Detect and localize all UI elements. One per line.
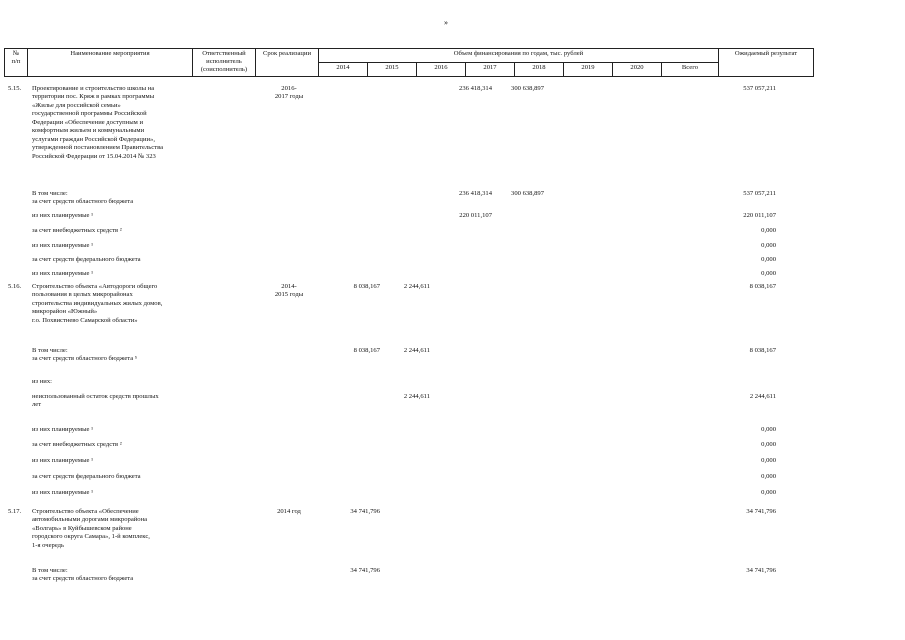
cell-total: 0,000 — [761, 473, 776, 480]
cell-name: за счет средств федерального бюджета — [32, 473, 141, 480]
cell-name: за счет средств федерального бюджета — [32, 256, 141, 263]
cell-y2015: 2 244,611 — [403, 393, 430, 400]
cell-y2017: 300 638,897 — [511, 190, 544, 197]
cell-name: из них: — [32, 378, 52, 385]
cell-name: неиспользованный остаток средств прошлых лет — [32, 393, 159, 409]
cell-name: Проектирование и строительство школы на территории пос. Кряж в рамках программы «Жилье для российской семьи» государственной программы Российской Федерации «Обеспечение доступным и комфортным жильем и коммунальными услугами граждан Российской Федерации», утвержденной постановлением Правительства Российской Федерации от 15.04.2014 № 323 — [32, 85, 164, 160]
cell-name: из них планируемые ¹ — [32, 489, 94, 496]
table-header — [4, 48, 814, 77]
header-year-2020: 2020 — [613, 62, 662, 76]
cell-y2014: 34 741,796 — [350, 567, 380, 574]
header-responsible: Ответственный исполнитель (соисполнитель) — [193, 49, 256, 77]
cell-name: Строительство объекта «Обеспечение автомобильными дорогами микрорайона «Волгарь» в Куйбышевском районе городского округа Самара», 1-й комплекс, 1-я очередь — [32, 508, 150, 549]
cell-total: 34 741,796 — [746, 508, 776, 515]
cell-total: 8 038,167 — [749, 347, 776, 354]
cell-total: 2 244,611 — [749, 393, 776, 400]
page-mark: » — [444, 18, 448, 27]
header-year-2015: 2015 — [368, 62, 417, 76]
cell-num: 5.17. — [8, 508, 22, 515]
cell-y2014: 8 038,167 — [353, 283, 380, 290]
header-period: Срок реализации — [256, 49, 319, 77]
cell-period: 2016- 2017 годы — [274, 85, 304, 101]
cell-total: 8 038,167 — [749, 283, 776, 290]
cell-name: В том числе: за счет средств областного бюджета — [32, 567, 134, 583]
cell-total: 34 741,796 — [746, 567, 776, 574]
cell-y2015: 2 244,611 — [403, 283, 430, 290]
header-result: Ожидаемый результат — [719, 49, 814, 77]
cell-y2014: 34 741,796 — [350, 508, 380, 515]
header-year-2017: 2017 — [466, 62, 515, 76]
cell-name: из них планируемые ¹ — [32, 270, 94, 277]
cell-name: В том числе: за счет средств областного бюджета ⁵ — [32, 347, 138, 363]
cell-name: Строительство объекта «Автодороги общего пользования в целых микрорайонах строительства индивидуальных жилых домов, микрорайон «Южный» г.о. Похвистнево Самарской области» — [32, 283, 163, 324]
cell-y2016: 220 011,107 — [459, 212, 492, 219]
cell-total: 537 057,211 — [743, 85, 776, 92]
cell-y2015: 2 244,611 — [403, 347, 430, 354]
cell-name: из них планируемые ¹ — [32, 242, 94, 249]
cell-period: 2014 год — [277, 508, 301, 515]
cell-y2016: 236 418,314 — [459, 190, 492, 197]
cell-total: 0,000 — [761, 457, 776, 464]
cell-y2017: 300 638,897 — [511, 85, 544, 92]
cell-total: 0,000 — [761, 270, 776, 277]
cell-num: 5.16. — [8, 283, 22, 290]
cell-total: 0,000 — [761, 441, 776, 448]
header-year-2016: 2016 — [417, 62, 466, 76]
cell-name: за счет внебюджетных средств ² — [32, 441, 122, 448]
header-num: № п/п — [5, 49, 28, 77]
cell-name: из них планируемые ¹ — [32, 457, 94, 464]
cell-total: 0,000 — [761, 489, 776, 496]
cell-name: из них планируемые ¹ — [32, 212, 94, 219]
header-year-2014: 2014 — [319, 62, 368, 76]
header-funding: Объем финансирования по годам, тыс. рублей — [319, 49, 719, 63]
cell-name: за счет внебюджетных средств ² — [32, 227, 122, 234]
cell-y2014: 8 038,167 — [353, 347, 380, 354]
cell-total: 220 011,107 — [743, 212, 776, 219]
cell-period: 2014- 2015 годы — [274, 283, 304, 299]
header-year-2018: 2018 — [515, 62, 564, 76]
cell-total: 0,000 — [761, 242, 776, 249]
cell-y2016: 236 418,314 — [459, 85, 492, 92]
cell-name: из них планируемые ¹ — [32, 426, 94, 433]
cell-name: В том числе: за счет средств областного бюджета — [32, 190, 134, 206]
header-year-2019: 2019 — [564, 62, 613, 76]
header-name: Наименование мероприятия — [28, 49, 193, 77]
cell-total: 537 057,211 — [743, 190, 776, 197]
cell-total: 0,000 — [761, 256, 776, 263]
header-total: Всего — [662, 62, 719, 76]
cell-total: 0,000 — [761, 426, 776, 433]
cell-num: 5.15. — [8, 85, 22, 92]
cell-total: 0,000 — [761, 227, 776, 234]
